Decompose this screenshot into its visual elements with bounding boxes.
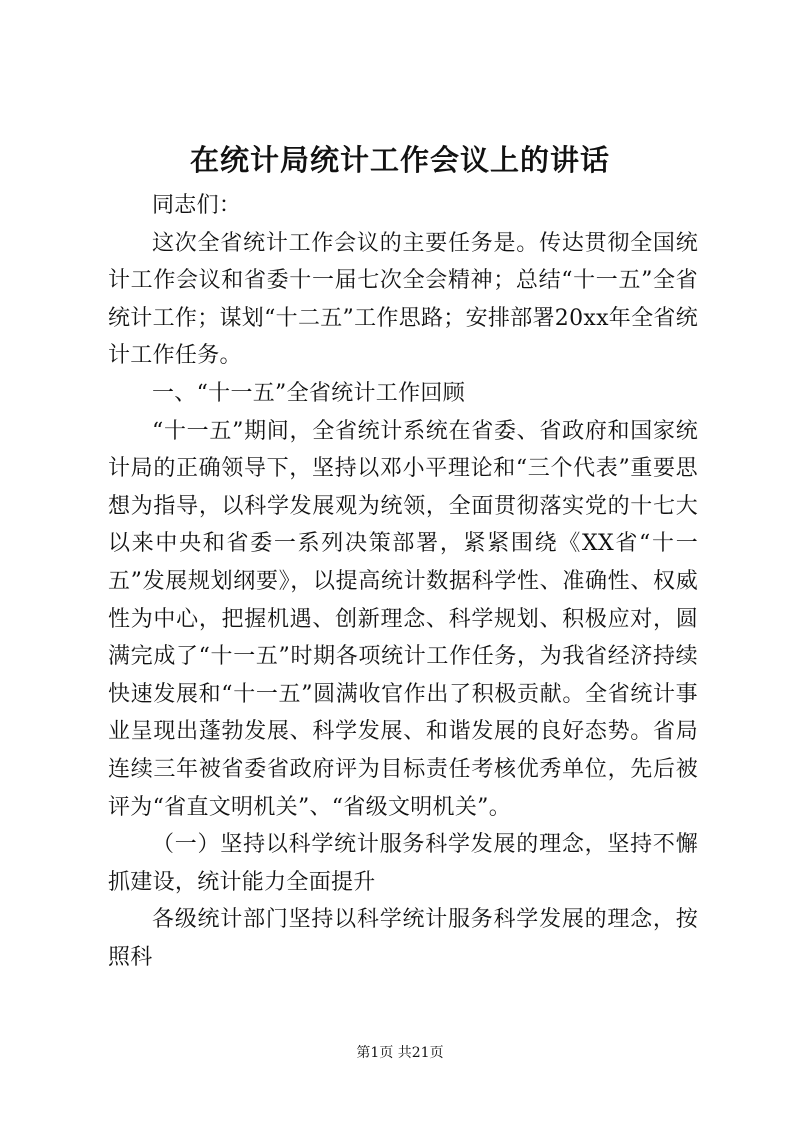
document-title: 在统计局统计工作会议上的讲话 xyxy=(189,143,610,177)
paragraph-subsection-1: 各级统计部门坚持以科学统计服务科学发展的理念，按照科 xyxy=(108,907,698,970)
document-body xyxy=(108,187,698,976)
page-footer: 第1页 共21页 xyxy=(356,1045,444,1061)
paragraph-intro: 这次全省统计工作会议的主要任务是。传达贯彻全国统计工作会议和省委十一届七次全会精神；总结“十一五”全省统计工作；谋划“十二五”工作思路；安排部署20xx年全省统计工作任务。 xyxy=(108,230,699,369)
subsection-heading-1: （一）坚持以科学统计服务科学发展的理念，坚持不懈抓建设，统计能力全面提升 xyxy=(108,832,698,895)
paragraph-salutation: 同志们： xyxy=(152,193,242,218)
paragraph-review: “十一五”期间，全省统计系统在省委、省政府和国家统计局的正确领导下，坚持以邓小平理论和“三个代表”重要思想为指导，以科学发展观为统领，全面贯彻落实党的十七大以来中央和省委一系列决策部署，紧紧围绕《XX省“十一五”发展规划纲要》，以提高统计数据科学性、准确性、权威性为中心，把握机遇、创新理念、科学规划、积极应对，圆满完成了“十一五”时期各项统计工作任务，为我省经济持续快速发展和“十一五”圆满收官作出了积极贡献。全省统计事业呈现出蓬勃发展、科学发展、和谐发展的良好态势。省局连续三年被省委省政府评为目标责任考核优秀单位，先后被评为“省直文明机关”、“省级文明机关”。 xyxy=(108,418,698,820)
section-heading-review: 一、“十一五”全省统计工作回顾 xyxy=(152,380,465,406)
